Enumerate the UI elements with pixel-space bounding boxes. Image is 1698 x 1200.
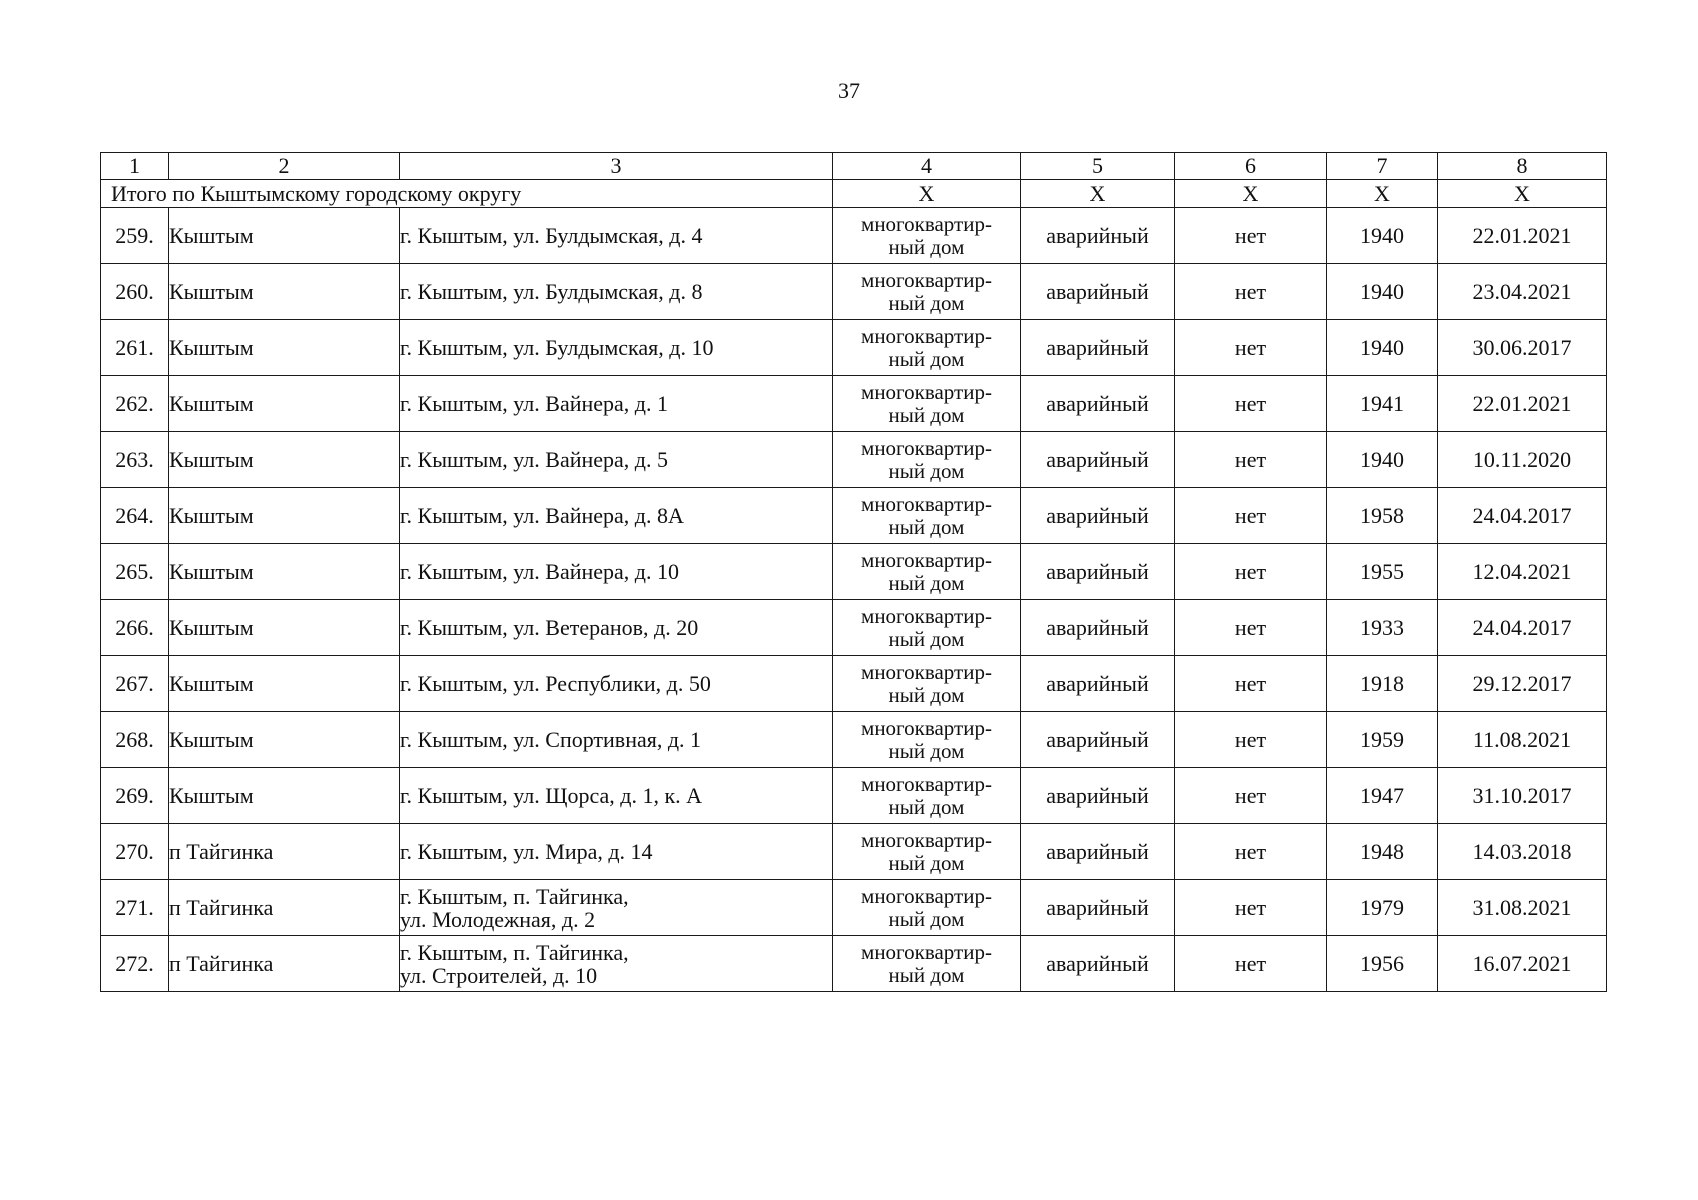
condition-cell: аварийный xyxy=(1021,768,1175,824)
address-line: г. Кыштым, ул. Мира, д. 14 xyxy=(400,839,653,864)
row-number: 259. xyxy=(101,208,169,264)
building-type-line: ный дом xyxy=(888,458,965,483)
building-type-cell xyxy=(833,712,1021,768)
building-type-cell xyxy=(833,880,1021,936)
building-type-line: многоквартир- xyxy=(861,491,992,516)
year-cell: 1947 xyxy=(1327,768,1438,824)
address-line: г. Кыштым, ул. Вайнера, д. 5 xyxy=(400,447,668,472)
locality-cell: Кыштым xyxy=(169,544,400,600)
flag-cell: нет xyxy=(1175,264,1327,320)
table-row xyxy=(101,376,1607,432)
building-type-line: ный дом xyxy=(888,514,965,539)
building-type-line: ный дом xyxy=(888,570,965,595)
date-cell: 30.06.2017 xyxy=(1438,320,1607,376)
locality-cell: Кыштым xyxy=(169,488,400,544)
building-type-line: многоквартир- xyxy=(861,267,992,292)
table-row xyxy=(101,768,1607,824)
building-type-cell xyxy=(833,264,1021,320)
address-cell xyxy=(400,712,833,768)
building-type-cell xyxy=(833,376,1021,432)
address-cell xyxy=(400,320,833,376)
flag-cell: нет xyxy=(1175,376,1327,432)
building-type-line: ный дом xyxy=(888,290,965,315)
locality-cell: Кыштым xyxy=(169,264,400,320)
date-cell: 22.01.2021 xyxy=(1438,376,1607,432)
building-type-line: многоквартир- xyxy=(861,883,992,908)
address-line: г. Кыштым, п. Тайгинка, xyxy=(400,883,629,909)
total-row xyxy=(101,180,1607,208)
building-type-line: ный дом xyxy=(888,682,965,707)
building-type-line: многоквартир- xyxy=(861,603,992,628)
address-line: г. Кыштым, ул. Булдымская, д. 10 xyxy=(400,335,714,360)
locality-cell: Кыштым xyxy=(169,768,400,824)
total-mark: Х xyxy=(1175,180,1327,208)
locality-cell: п Тайгинка xyxy=(169,824,400,880)
building-type-line: ный дом xyxy=(888,626,965,651)
year-cell: 1979 xyxy=(1327,880,1438,936)
locality-cell: п Тайгинка xyxy=(169,880,400,936)
building-type-line: многоквартир- xyxy=(861,939,992,964)
building-type-line: многоквартир- xyxy=(861,827,992,852)
year-cell: 1956 xyxy=(1327,936,1438,992)
address-line: ул. Строителей, д. 10 xyxy=(400,962,598,988)
date-cell: 22.01.2021 xyxy=(1438,208,1607,264)
address-cell xyxy=(400,432,833,488)
row-number: 262. xyxy=(101,376,169,432)
year-cell: 1933 xyxy=(1327,600,1438,656)
locality-cell: Кыштым xyxy=(169,376,400,432)
row-number: 269. xyxy=(101,768,169,824)
flag-cell: нет xyxy=(1175,712,1327,768)
table-row xyxy=(101,936,1607,992)
condition-cell: аварийный xyxy=(1021,600,1175,656)
building-type-line: ный дом xyxy=(888,906,965,931)
row-number: 268. xyxy=(101,712,169,768)
address-line: г. Кыштым, ул. Щорса, д. 1, к. А xyxy=(400,783,703,808)
address-line: г. Кыштым, ул. Булдымская, д. 8 xyxy=(400,279,703,304)
building-type-cell xyxy=(833,768,1021,824)
condition-cell: аварийный xyxy=(1021,264,1175,320)
locality-cell: Кыштым xyxy=(169,712,400,768)
address-line: г. Кыштым, п. Тайгинка, xyxy=(400,939,629,965)
condition-cell: аварийный xyxy=(1021,880,1175,936)
condition-cell: аварийный xyxy=(1021,208,1175,264)
column-number: 7 xyxy=(1327,153,1438,180)
building-type-line: ный дом xyxy=(888,738,965,763)
date-cell: 31.10.2017 xyxy=(1438,768,1607,824)
date-cell: 24.04.2017 xyxy=(1438,488,1607,544)
year-cell: 1941 xyxy=(1327,376,1438,432)
address-line: ул. Молодежная, д. 2 xyxy=(400,906,596,932)
column-number: 8 xyxy=(1438,153,1607,180)
condition-cell: аварийный xyxy=(1021,432,1175,488)
table-row xyxy=(101,824,1607,880)
flag-cell: нет xyxy=(1175,600,1327,656)
table-row xyxy=(101,432,1607,488)
column-number-row xyxy=(101,153,1607,180)
date-cell: 29.12.2017 xyxy=(1438,656,1607,712)
row-number: 271. xyxy=(101,880,169,936)
address-cell xyxy=(400,880,833,936)
address-line: г. Кыштым, ул. Республики, д. 50 xyxy=(400,671,711,696)
total-mark: Х xyxy=(1021,180,1175,208)
condition-cell: аварийный xyxy=(1021,656,1175,712)
row-number: 266. xyxy=(101,600,169,656)
year-cell: 1940 xyxy=(1327,432,1438,488)
address-line: г. Кыштым, ул. Спортивная, д. 1 xyxy=(400,727,702,752)
table-row xyxy=(101,656,1607,712)
table-row xyxy=(101,320,1607,376)
address-line: г. Кыштым, ул. Булдымская, д. 4 xyxy=(400,223,703,248)
address-cell xyxy=(400,824,833,880)
condition-cell: аварийный xyxy=(1021,376,1175,432)
row-number: 272. xyxy=(101,936,169,992)
building-type-line: многоквартир- xyxy=(861,659,992,684)
address-cell xyxy=(400,488,833,544)
condition-cell: аварийный xyxy=(1021,936,1175,992)
date-cell: 11.08.2021 xyxy=(1438,712,1607,768)
flag-cell: нет xyxy=(1175,544,1327,600)
year-cell: 1948 xyxy=(1327,824,1438,880)
address-cell xyxy=(400,376,833,432)
flag-cell: нет xyxy=(1175,768,1327,824)
table-row xyxy=(101,264,1607,320)
address-cell xyxy=(400,208,833,264)
address-cell xyxy=(400,264,833,320)
table-row xyxy=(101,544,1607,600)
row-number: 260. xyxy=(101,264,169,320)
table-row xyxy=(101,488,1607,544)
locality-cell: Кыштым xyxy=(169,600,400,656)
building-type-line: ный дом xyxy=(888,346,965,371)
year-cell: 1940 xyxy=(1327,264,1438,320)
building-type-cell xyxy=(833,544,1021,600)
locality-cell: Кыштым xyxy=(169,432,400,488)
year-cell: 1940 xyxy=(1327,208,1438,264)
flag-cell: нет xyxy=(1175,656,1327,712)
row-number: 263. xyxy=(101,432,169,488)
date-cell: 16.07.2021 xyxy=(1438,936,1607,992)
address-cell xyxy=(400,600,833,656)
row-number: 267. xyxy=(101,656,169,712)
building-type-line: многоквартир- xyxy=(861,211,992,236)
building-type-line: многоквартир- xyxy=(861,379,992,404)
flag-cell: нет xyxy=(1175,488,1327,544)
address-line: г. Кыштым, ул. Вайнера, д. 10 xyxy=(400,559,679,584)
column-number: 2 xyxy=(169,153,400,180)
year-cell: 1959 xyxy=(1327,712,1438,768)
table-row xyxy=(101,208,1607,264)
year-cell: 1918 xyxy=(1327,656,1438,712)
building-type-line: многоквартир- xyxy=(861,771,992,796)
address-cell xyxy=(400,936,833,992)
address-line: г. Кыштым, ул. Вайнера, д. 1 xyxy=(400,391,668,416)
building-type-line: многоквартир- xyxy=(861,323,992,348)
table-row xyxy=(101,712,1607,768)
table-row xyxy=(101,600,1607,656)
building-type-cell xyxy=(833,432,1021,488)
row-number: 261. xyxy=(101,320,169,376)
condition-cell: аварийный xyxy=(1021,712,1175,768)
locality-cell: Кыштым xyxy=(169,208,400,264)
total-mark: Х xyxy=(1438,180,1607,208)
year-cell: 1955 xyxy=(1327,544,1438,600)
condition-cell: аварийный xyxy=(1021,544,1175,600)
year-cell: 1940 xyxy=(1327,320,1438,376)
flag-cell: нет xyxy=(1175,880,1327,936)
locality-cell: п Тайгинка xyxy=(169,936,400,992)
locality-cell: Кыштым xyxy=(169,320,400,376)
condition-cell: аварийный xyxy=(1021,824,1175,880)
column-number: 4 xyxy=(833,153,1021,180)
date-cell: 14.03.2018 xyxy=(1438,824,1607,880)
flag-cell: нет xyxy=(1175,320,1327,376)
column-number: 3 xyxy=(400,153,833,180)
building-type-line: ный дом xyxy=(888,234,965,259)
flag-cell: нет xyxy=(1175,208,1327,264)
building-type-cell xyxy=(833,488,1021,544)
address-line: г. Кыштым, ул. Ветеранов, д. 20 xyxy=(400,615,699,640)
total-label: Итого по Кыштымскому городскому округу xyxy=(101,180,833,208)
building-type-line: многоквартир- xyxy=(861,435,992,460)
row-number: 265. xyxy=(101,544,169,600)
building-type-cell xyxy=(833,600,1021,656)
date-cell: 24.04.2017 xyxy=(1438,600,1607,656)
page-number: 37 xyxy=(838,78,860,103)
flag-cell: нет xyxy=(1175,432,1327,488)
row-number: 264. xyxy=(101,488,169,544)
date-cell: 12.04.2021 xyxy=(1438,544,1607,600)
date-cell: 31.08.2021 xyxy=(1438,880,1607,936)
building-type-cell xyxy=(833,824,1021,880)
building-type-cell xyxy=(833,208,1021,264)
flag-cell: нет xyxy=(1175,936,1327,992)
column-number: 1 xyxy=(101,153,169,180)
column-number: 5 xyxy=(1021,153,1175,180)
date-cell: 10.11.2020 xyxy=(1438,432,1607,488)
address-cell xyxy=(400,544,833,600)
building-type-cell xyxy=(833,936,1021,992)
building-type-line: ный дом xyxy=(888,850,965,875)
total-mark: Х xyxy=(1327,180,1438,208)
building-type-line: ный дом xyxy=(888,794,965,819)
table-row xyxy=(101,880,1607,936)
address-line: г. Кыштым, ул. Вайнера, д. 8А xyxy=(400,503,684,528)
emergency-housing-table xyxy=(100,152,1607,992)
total-mark: Х xyxy=(833,180,1021,208)
locality-cell: Кыштым xyxy=(169,656,400,712)
row-number: 270. xyxy=(101,824,169,880)
building-type-cell xyxy=(833,656,1021,712)
year-cell: 1958 xyxy=(1327,488,1438,544)
condition-cell: аварийный xyxy=(1021,320,1175,376)
building-type-line: ный дом xyxy=(888,962,965,987)
table-body xyxy=(101,153,1607,992)
building-type-line: многоквартир- xyxy=(861,547,992,572)
building-type-line: многоквартир- xyxy=(861,715,992,740)
building-type-line: ный дом xyxy=(888,402,965,427)
column-number: 6 xyxy=(1175,153,1327,180)
condition-cell: аварийный xyxy=(1021,488,1175,544)
address-cell xyxy=(400,768,833,824)
building-type-cell xyxy=(833,320,1021,376)
address-cell xyxy=(400,656,833,712)
date-cell: 23.04.2021 xyxy=(1438,264,1607,320)
flag-cell: нет xyxy=(1175,824,1327,880)
